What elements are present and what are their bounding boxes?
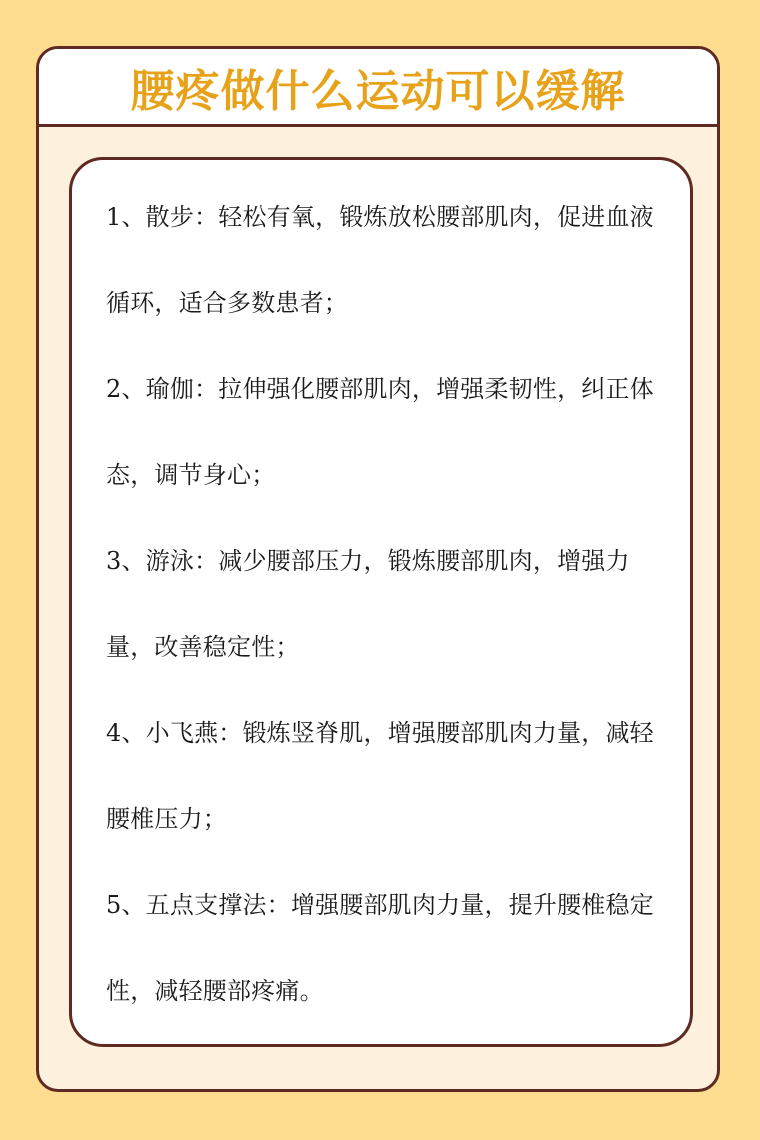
item-text: 、五点支撑法：增强腰部肌肉力量，提升腰椎稳定性，减轻腰部疼痛。 [106, 891, 654, 1005]
title-band [39, 49, 717, 127]
list-item-3 [106, 518, 666, 690]
list-item-1 [106, 174, 666, 346]
outer-card [36, 46, 720, 1092]
content-card [69, 157, 693, 1047]
item-text: 、小飞燕：锻炼竖脊肌，增强腰部肌肉力量，减轻腰椎压力； [106, 719, 654, 833]
list-item-2 [106, 346, 666, 518]
item-text: 、瑜伽：拉伸强化腰部肌肉，增强柔韧性，纠正体态，调节身心； [106, 375, 654, 489]
list-item-4 [106, 690, 666, 862]
list-item-5 [106, 862, 666, 1034]
item-text: 、散步：轻松有氧，锻炼放松腰部肌肉，促进血液循环，适合多数患者； [106, 203, 654, 317]
item-number: 4 [106, 719, 122, 747]
item-number: 3 [106, 547, 122, 575]
item-number: 2 [106, 375, 122, 403]
item-number: 1 [106, 203, 122, 231]
item-text: 、游泳：减少腰部压力，锻炼腰部肌肉，增强力量，改善稳定性； [106, 547, 630, 661]
item-number: 5 [106, 891, 122, 919]
page-title: 腰疼做什么运动可以缓解 [130, 65, 626, 117]
